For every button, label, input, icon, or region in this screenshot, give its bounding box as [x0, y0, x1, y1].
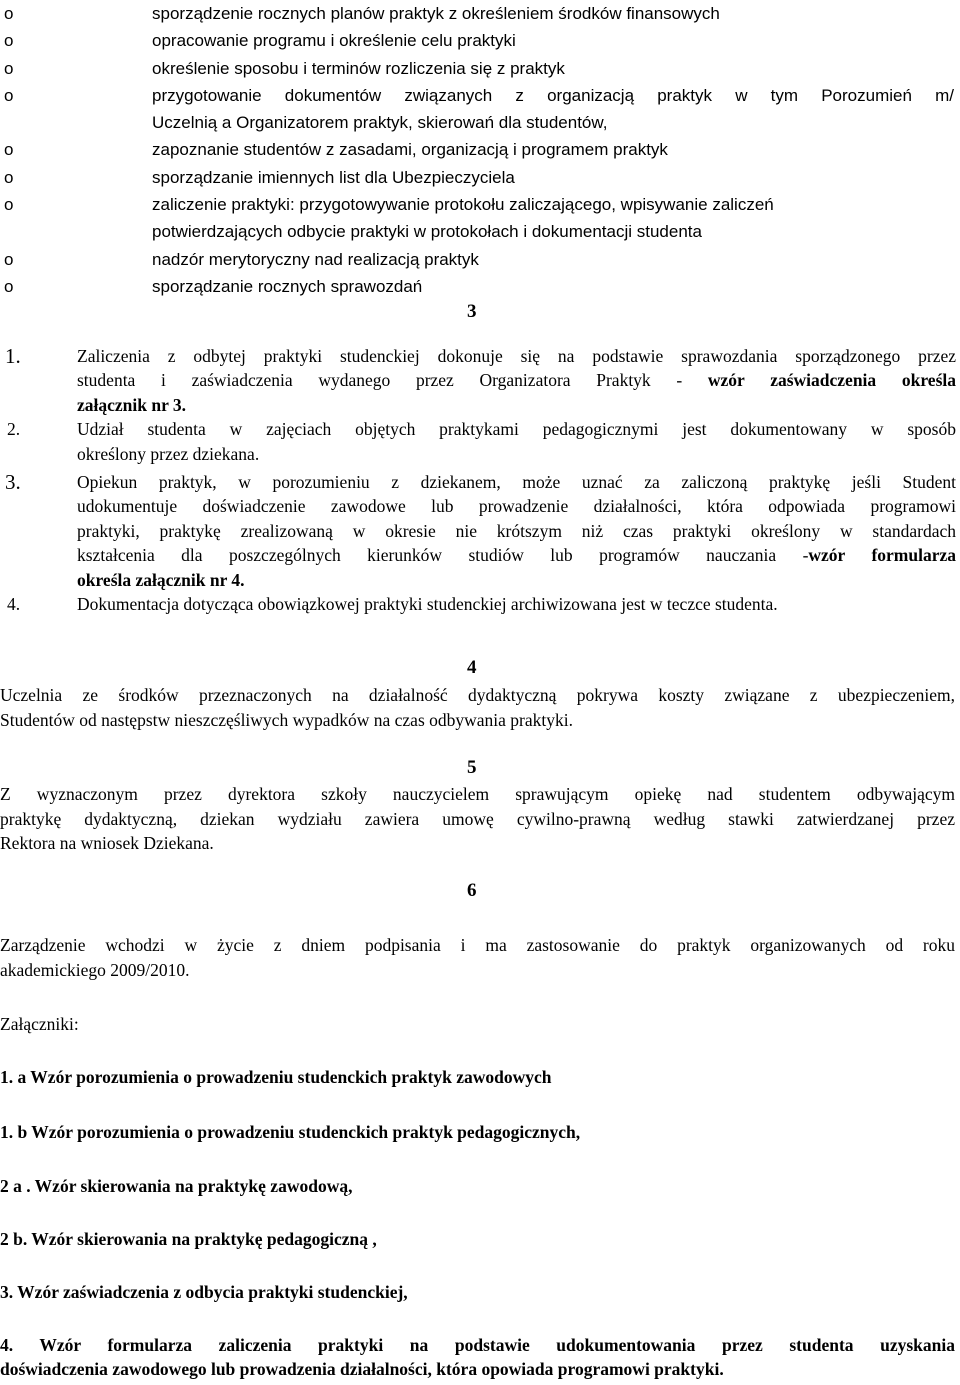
list-item [0, 82, 960, 109]
item-text: Dokumentacja dotycząca obowiązkowej praktyki studenckiej archiwizowana jest w teczce studenta. [77, 593, 778, 614]
attachment-item-continuation: doświadczenia zawodowego lub prowadzenia działalności, która opowiada programowi praktyki. [0, 1359, 724, 1379]
paragraph-line: Z wyznaczonym przez dyrektora szkoły nauczycielem sprawującym opiekę nad studentem odbywającym [0, 784, 955, 804]
attachment-item: 3. Wzór zaświadczenia z odbycia praktyki studenckiej, [0, 1282, 408, 1302]
list-item-continuation [0, 218, 960, 245]
attachment-item: 2 a . Wzór skierowania na praktykę zawodową, [0, 1176, 353, 1196]
item-text-part: studenta i zaświadczenia wydanego przez Organizatora Praktyk - [77, 370, 708, 391]
numbered-item-continuation [0, 442, 960, 466]
item-text-bold: załącznik nr 3. [77, 394, 187, 415]
section-heading-5: 5 [467, 757, 477, 778]
item-text-bold: wzór formularza [808, 545, 956, 566]
numbered-item [0, 417, 960, 441]
paragraph-line: Rektora na wniosek Dziekana. [0, 833, 214, 854]
list-item-text: zaliczenie praktyki: przygotowywanie protokołu zaliczającego, wpisywanie zaliczeń [152, 195, 774, 215]
list-item-text: zapoznanie studentów z zasadami, organizacją i programem praktyk [152, 140, 668, 160]
item-text-bold: wzór zaświadczenia określa [707, 370, 956, 391]
bullet-marker: o [4, 276, 14, 296]
list-item [0, 55, 960, 82]
numbered-item [0, 344, 960, 368]
bullet-marker: o [4, 249, 14, 269]
bullet-marker: o [4, 58, 14, 78]
list-item [0, 27, 960, 54]
attachment-line: 4. Wzór formularza zaliczenia praktyki na podstawie udokumentowania przez studenta uzyskania [0, 1335, 955, 1355]
list-item [0, 246, 960, 273]
numbered-item-continuation [0, 393, 960, 417]
item-text: udokumentuje doświadczenie zawodowe lub prowadzenie działalności, która odpowiada programowi [77, 496, 956, 517]
list-item [0, 273, 960, 300]
item-text: określony przez dziekana. [77, 443, 260, 464]
list-item-text: sporządzanie rocznych sprawozdań [152, 276, 423, 296]
numbered-item [0, 470, 960, 494]
attachment-item [0, 1335, 955, 1356]
item-number: 4. [7, 593, 21, 614]
numbered-item-continuation [0, 543, 960, 567]
paragraph-section-5 [0, 782, 955, 856]
bullet-marker: o [4, 167, 14, 187]
attachment-item: 1. b Wzór porozumienia o prowadzeniu studenckich praktyk pedagogicznych, [0, 1122, 581, 1142]
paragraph-line: Studentów od następstw nieszczęśliwych wypadków na czas odbywania praktyki. [0, 709, 573, 730]
paragraph-line: Uczelnia ze środków przeznaczonych na działalność dydaktyczną pokrywa koszty związane z ubezpieczeniem, [0, 685, 955, 705]
item-text: Zaliczenia z odbytej praktyki studenckiej dokonuje się na podstawie sprawozdania sporządzonego przez [77, 346, 956, 366]
list-item-text: określenie sposobu i terminów rozliczenia się z praktyk [152, 58, 565, 78]
item-text: Opiekun praktyk, w porozumieniu z dziekanem, może uznać za zaliczoną praktykę jeśli Student [77, 471, 956, 492]
numbered-item-continuation [0, 519, 960, 543]
item-number: 1. [5, 344, 21, 368]
bullet-marker: o [4, 195, 14, 215]
item-number: 3. [5, 469, 21, 494]
duties-bullet-list [0, 0, 960, 300]
bullet-marker: o [4, 4, 14, 23]
list-item [0, 0, 960, 27]
list-item-text: sporządzanie imiennych list dla Ubezpieczyciela [152, 167, 515, 187]
list-item-continuation [0, 109, 960, 136]
paragraph-line: akademickiego 2009/2010. [0, 959, 190, 980]
list-item-text: nadzór merytoryczny nad realizacją praktyk [152, 249, 479, 269]
attachment-item: 2 b. Wzór skierowania na praktykę pedagogiczną , [0, 1229, 377, 1249]
paragraph-section-6 [0, 933, 955, 982]
list-item-text: potwierdzających odbycie praktyki w protokołach i dokumentacji studenta [152, 222, 702, 242]
item-text [77, 543, 956, 567]
bullet-marker: o [4, 31, 14, 51]
section-heading-3: 3 [467, 301, 477, 322]
attachments-label: Załączniki: [0, 1014, 79, 1034]
paragraph-section-4 [0, 683, 955, 732]
list-item-text: Uczelnią a Organizatorem praktyk, skierowań dla studentów, [152, 113, 608, 133]
numbered-item [0, 592, 960, 616]
list-item-text: przygotowanie dokumentów związanych z organizacją praktyk w tym Porozumień m/ [152, 85, 954, 105]
list-item [0, 191, 960, 218]
list-item [0, 136, 960, 163]
item-text-part: kształcenia dla poszczególnych kierunków studiów lub programów nauczania - [77, 545, 809, 566]
numbered-item-continuation [0, 368, 960, 392]
item-number: 2. [7, 419, 21, 440]
paragraph-line: Zarządzenie wchodzi w życie z dniem podpisania i ma zastosowanie do praktyk organizowanych od roku [0, 935, 955, 955]
list-item [0, 164, 960, 191]
bullet-marker: o [4, 140, 14, 160]
item-text [77, 368, 956, 392]
list-item-text: sporządzenie rocznych planów praktyk z określeniem środków finansowych [152, 4, 720, 23]
list-item-text: opracowanie programu i określenie celu praktyki [152, 31, 516, 51]
numbered-item-continuation [0, 494, 960, 518]
paragraph-line: praktykę dydaktyczną, dziekan wydziału zawiera umowę cywilno-prawną według stawki zatwierdzanej przez [0, 808, 955, 829]
attachment-item: 1. a Wzór porozumienia o prowadzeniu studenckich praktyk zawodowych [0, 1067, 552, 1087]
item-text: Udział studenta w zajęciach objętych praktykami pedagogicznymi jest dokumentowany w sposób [77, 419, 956, 440]
item-text-bold: określa załącznik nr 4. [77, 569, 245, 590]
numbered-list [0, 344, 960, 616]
item-text: praktyki, praktykę zrealizowaną w okresie nie krótszym niż czas praktyki określony w standardach [77, 520, 956, 541]
section-heading-4: 4 [467, 657, 477, 678]
section-heading-6: 6 [467, 880, 477, 901]
bullet-marker: o [4, 85, 14, 105]
numbered-item-continuation [0, 568, 960, 592]
